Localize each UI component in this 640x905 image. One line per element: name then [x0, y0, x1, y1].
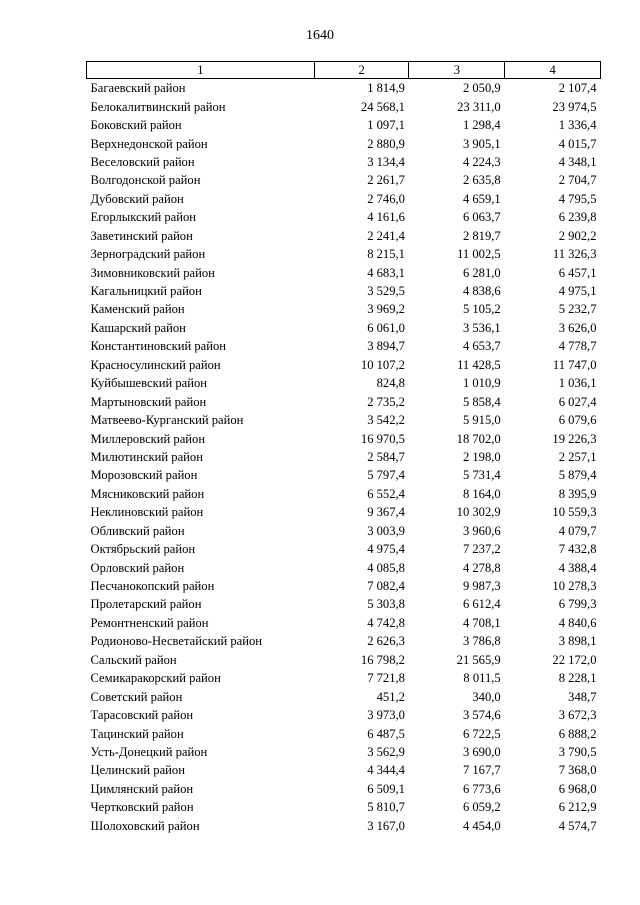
value-cell-col3: 11 002,5 [457, 247, 501, 262]
table-row [87, 282, 601, 300]
value-cell-col2: 3 894,7 [367, 339, 405, 354]
table-row [87, 190, 601, 208]
value-cell-col3: 1 298,4 [462, 118, 501, 133]
district-table [86, 61, 601, 835]
value-cell-col2: 1 097,1 [367, 118, 405, 133]
value-cell-col4: 3 626,0 [558, 320, 597, 335]
table-row [87, 485, 601, 503]
district-name-cell: Песчанокопский район [90, 579, 215, 594]
table-row [87, 392, 601, 410]
value-cell-col4: 3 672,3 [558, 708, 597, 723]
district-name-cell: Родионово-Несветайский район [90, 634, 262, 649]
district-name-cell: Целинский район [90, 763, 185, 778]
value-cell-col3: 7 237,2 [462, 542, 501, 557]
value-cell-col3: 4 708,1 [462, 615, 501, 630]
table-row [87, 411, 601, 429]
district-name-cell: Матвеево-Курганский район [90, 413, 244, 428]
value-cell-col4: 4 388,4 [558, 560, 597, 575]
value-cell-col3: 3 786,8 [462, 634, 501, 649]
value-cell-col2: 3 973,0 [367, 708, 405, 723]
value-cell-col4: 6 888,2 [558, 726, 597, 741]
value-cell-col4: 6 027,4 [558, 394, 597, 409]
district-name-cell: Мясниковский район [90, 486, 205, 501]
value-cell-col3: 1 010,9 [462, 376, 501, 391]
district-name-cell: Кагальницкий район [90, 284, 202, 299]
value-cell-col4: 8 395,9 [558, 486, 597, 501]
value-cell-col3: 4 224,3 [462, 154, 501, 169]
district-name-cell: Пролетарский район [90, 597, 202, 612]
value-cell-col4: 11 747,0 [552, 357, 597, 372]
value-cell-col4: 1 336,4 [558, 118, 597, 133]
value-cell-col3: 3 960,6 [462, 523, 501, 538]
value-cell-col3: 3 536,1 [462, 320, 501, 335]
value-cell-col2: 3 969,2 [367, 302, 405, 317]
value-cell-col2: 16 798,2 [360, 652, 405, 667]
table-row [87, 632, 601, 650]
value-cell-col3: 3 690,0 [462, 744, 501, 759]
table-row [87, 97, 601, 115]
district-name-cell: Кашарский район [90, 320, 186, 335]
value-cell-col4: 2 107,4 [558, 81, 597, 96]
district-name-cell: Егорлыкский район [90, 210, 197, 225]
table-header-row [87, 62, 601, 79]
table-row [87, 558, 601, 576]
value-cell-col3: 4 838,6 [462, 284, 501, 299]
value-cell-col4: 6 239,8 [558, 210, 597, 225]
value-cell-col4: 348,7 [568, 689, 597, 704]
value-cell-col4: 7 368,0 [558, 763, 597, 778]
value-cell-col3: 6 281,0 [462, 265, 501, 280]
table-row [87, 706, 601, 724]
district-name-cell: Орловский район [90, 560, 185, 575]
value-cell-col4: 6 457,1 [558, 265, 597, 280]
value-cell-col2: 451,2 [376, 689, 405, 704]
value-cell-col4: 2 704,7 [558, 173, 597, 188]
table-row [87, 780, 601, 798]
value-cell-col4: 8 228,1 [558, 671, 597, 686]
value-cell-col3: 2 050,9 [462, 81, 501, 96]
table-row [87, 153, 601, 171]
value-cell-col3: 6 773,6 [462, 781, 501, 796]
table-row [87, 798, 601, 816]
value-cell-col3: 10 302,9 [456, 505, 501, 520]
district-name-cell: Куйбышевский район [90, 376, 208, 391]
value-cell-col2: 4 975,4 [367, 542, 405, 557]
value-cell-col2: 4 742,8 [367, 615, 405, 630]
value-cell-col2: 24 568,1 [360, 99, 405, 114]
value-cell-col2: 2 735,2 [367, 394, 405, 409]
value-cell-col3: 18 702,0 [456, 431, 501, 446]
value-cell-col4: 3 898,1 [558, 634, 597, 649]
value-cell-col4: 19 226,3 [552, 431, 597, 446]
value-cell-col3: 5 858,4 [462, 394, 501, 409]
value-cell-col2: 6 509,1 [367, 781, 405, 796]
value-cell-col2: 4 683,1 [367, 265, 405, 280]
value-cell-col2: 5 797,4 [367, 468, 405, 483]
value-cell-col4: 10 559,3 [552, 505, 597, 520]
table-row [87, 116, 601, 134]
value-cell-col2: 10 107,2 [360, 357, 405, 372]
value-cell-col4: 4 348,1 [558, 154, 597, 169]
value-cell-col4: 6 079,6 [558, 413, 597, 428]
district-name-cell: Сальский район [90, 652, 177, 667]
value-cell-col4: 6 968,0 [558, 781, 597, 796]
table-row [87, 134, 601, 152]
table-row [87, 724, 601, 742]
value-cell-col4: 22 172,0 [552, 652, 597, 667]
value-cell-col4: 1 036,1 [558, 376, 597, 391]
table-row [87, 319, 601, 337]
column-header-3: 3 [409, 62, 505, 79]
district-name-cell: Неклиновский район [90, 505, 204, 520]
value-cell-col2: 16 970,5 [360, 431, 405, 446]
table-row [87, 503, 601, 521]
page-number: 1640 [306, 28, 334, 43]
column-header-2: 2 [314, 62, 409, 79]
value-cell-col2: 5 303,8 [367, 597, 405, 612]
table-row [87, 577, 601, 595]
district-name-cell: Семикаракорский район [90, 671, 221, 686]
value-cell-col4: 2 257,1 [558, 449, 597, 464]
value-cell-col3: 4 278,8 [462, 560, 501, 575]
value-cell-col2: 6 061,0 [367, 320, 405, 335]
district-name-cell: Боковский район [90, 118, 182, 133]
value-cell-col4: 4 795,5 [558, 191, 597, 206]
district-name-cell: Ремонтненский район [90, 615, 209, 630]
value-cell-col2: 824,8 [376, 376, 405, 391]
table-row [87, 595, 601, 613]
table-row [87, 79, 601, 98]
table-row [87, 614, 601, 632]
district-name-cell: Белокалитвинский район [90, 99, 226, 114]
value-cell-col4: 4 015,7 [558, 136, 597, 151]
value-cell-col2: 2 880,9 [367, 136, 405, 151]
value-cell-col3: 340,0 [472, 689, 501, 704]
value-cell-col2: 2 241,4 [367, 228, 405, 243]
table-row [87, 337, 601, 355]
value-cell-col2: 3 134,4 [367, 154, 405, 169]
value-cell-col3: 4 454,0 [462, 818, 501, 833]
value-cell-col2: 3 542,2 [367, 413, 405, 428]
table-row [87, 817, 601, 835]
district-name-cell: Мартыновский район [90, 394, 207, 409]
value-cell-col4: 4 079,7 [558, 523, 597, 538]
district-name-cell: Советский район [90, 689, 183, 704]
table-row [87, 208, 601, 226]
value-cell-col2: 1 814,9 [367, 81, 405, 96]
value-cell-col2: 2 584,7 [367, 449, 405, 464]
value-cell-col3: 3 905,1 [462, 136, 501, 151]
column-header-4: 4 [505, 62, 601, 79]
district-name-cell: Чертковский район [90, 800, 194, 815]
value-cell-col2: 3 529,5 [367, 284, 405, 299]
value-cell-col4: 4 975,1 [558, 284, 597, 299]
table-row [87, 540, 601, 558]
value-cell-col4: 23 974,5 [552, 99, 597, 114]
value-cell-col3: 9 987,3 [462, 579, 501, 594]
table-row [87, 448, 601, 466]
table-row [87, 651, 601, 669]
value-cell-col3: 3 574,6 [462, 708, 501, 723]
value-cell-col3: 11 428,5 [457, 357, 501, 372]
table-row [87, 669, 601, 687]
value-cell-col4: 4 840,6 [558, 615, 597, 630]
table-body [87, 79, 601, 835]
value-cell-col3: 5 731,4 [462, 468, 501, 483]
value-cell-col2: 4 161,6 [367, 210, 405, 225]
value-cell-col2: 3 003,9 [367, 523, 405, 538]
value-cell-col4: 5 879,4 [558, 468, 597, 483]
table-row [87, 356, 601, 374]
district-name-cell: Шолоховский район [90, 818, 200, 833]
table-row [87, 522, 601, 540]
value-cell-col4: 5 232,7 [558, 302, 597, 317]
district-name-cell: Зимовниковский район [90, 265, 215, 280]
value-cell-col2: 7 082,4 [367, 579, 405, 594]
table-row [87, 429, 601, 447]
value-cell-col2: 4 085,8 [367, 560, 405, 575]
table-row [87, 263, 601, 281]
table-row [87, 300, 601, 318]
value-cell-col3: 8 164,0 [462, 486, 501, 501]
value-cell-col2: 2 261,7 [367, 173, 405, 188]
table-row [87, 466, 601, 484]
table-row [87, 761, 601, 779]
value-cell-col3: 5 105,2 [462, 302, 501, 317]
district-name-cell: Зерноградский район [90, 247, 206, 262]
value-cell-col3: 5 915,0 [462, 413, 501, 428]
table-row [87, 227, 601, 245]
district-name-cell: Усть-Донецкий район [90, 744, 208, 759]
district-name-cell: Октябрьский район [90, 542, 196, 557]
value-cell-col3: 7 167,7 [462, 763, 501, 778]
value-cell-col2: 3 167,0 [367, 818, 405, 833]
district-name-cell: Обливский район [90, 523, 185, 538]
district-name-cell: Багаевский район [90, 81, 186, 96]
district-name-cell: Верхнедонской район [90, 136, 208, 151]
value-cell-col3: 2 819,7 [462, 228, 501, 243]
value-cell-col2: 6 487,5 [367, 726, 405, 741]
value-cell-col2: 3 562,9 [367, 744, 405, 759]
district-name-cell: Тарасовский район [90, 708, 194, 723]
value-cell-col4: 3 790,5 [558, 744, 597, 759]
district-name-cell: Милютинский район [90, 449, 203, 464]
district-name-cell: Красносулинский район [90, 357, 221, 372]
value-cell-col4: 4 574,7 [558, 818, 597, 833]
table-row [87, 374, 601, 392]
value-cell-col2: 6 552,4 [367, 486, 405, 501]
value-cell-col2: 7 721,8 [367, 671, 405, 686]
district-name-cell: Каменский район [90, 302, 185, 317]
column-header-1: 1 [87, 62, 315, 79]
district-name-cell: Заветинский район [90, 228, 193, 243]
table-row [87, 687, 601, 705]
table-row [87, 245, 601, 263]
value-cell-col3: 4 653,7 [462, 339, 501, 354]
value-cell-col2: 9 367,4 [367, 505, 405, 520]
table-row [87, 171, 601, 189]
district-name-cell: Тацинский район [90, 726, 184, 741]
value-cell-col2: 4 344,4 [367, 763, 405, 778]
value-cell-col3: 6 722,5 [462, 726, 501, 741]
value-cell-col4: 6 799,3 [558, 597, 597, 612]
value-cell-col3: 4 659,1 [462, 191, 501, 206]
value-cell-col3: 2 635,8 [462, 173, 501, 188]
value-cell-col3: 6 612,4 [462, 597, 501, 612]
table-row [87, 743, 601, 761]
value-cell-col3: 23 311,0 [457, 99, 501, 114]
value-cell-col3: 6 063,7 [462, 210, 501, 225]
district-name-cell: Константиновский район [90, 339, 227, 354]
district-name-cell: Волгодонской район [90, 173, 201, 188]
value-cell-col4: 2 902,2 [558, 228, 597, 243]
value-cell-col3: 6 059,2 [462, 800, 501, 815]
value-cell-col4: 6 212,9 [558, 800, 597, 815]
value-cell-col4: 7 432,8 [558, 542, 597, 557]
value-cell-col2: 2 746,0 [367, 191, 405, 206]
value-cell-col2: 8 215,1 [367, 247, 405, 262]
district-name-cell: Дубовский район [90, 191, 184, 206]
value-cell-col4: 11 326,3 [552, 247, 597, 262]
district-name-cell: Веселовский район [90, 154, 195, 169]
value-cell-col4: 10 278,3 [552, 579, 597, 594]
value-cell-col2: 5 810,7 [367, 800, 405, 815]
district-name-cell: Морозовский район [90, 468, 198, 483]
district-name-cell: Цимлянский район [90, 781, 194, 796]
district-name-cell: Миллеровский район [90, 431, 206, 446]
value-cell-col3: 8 011,5 [463, 671, 501, 686]
value-cell-col4: 4 778,7 [558, 339, 597, 354]
value-cell-col3: 21 565,9 [456, 652, 501, 667]
value-cell-col3: 2 198,0 [462, 449, 501, 464]
value-cell-col2: 2 626,3 [367, 634, 405, 649]
